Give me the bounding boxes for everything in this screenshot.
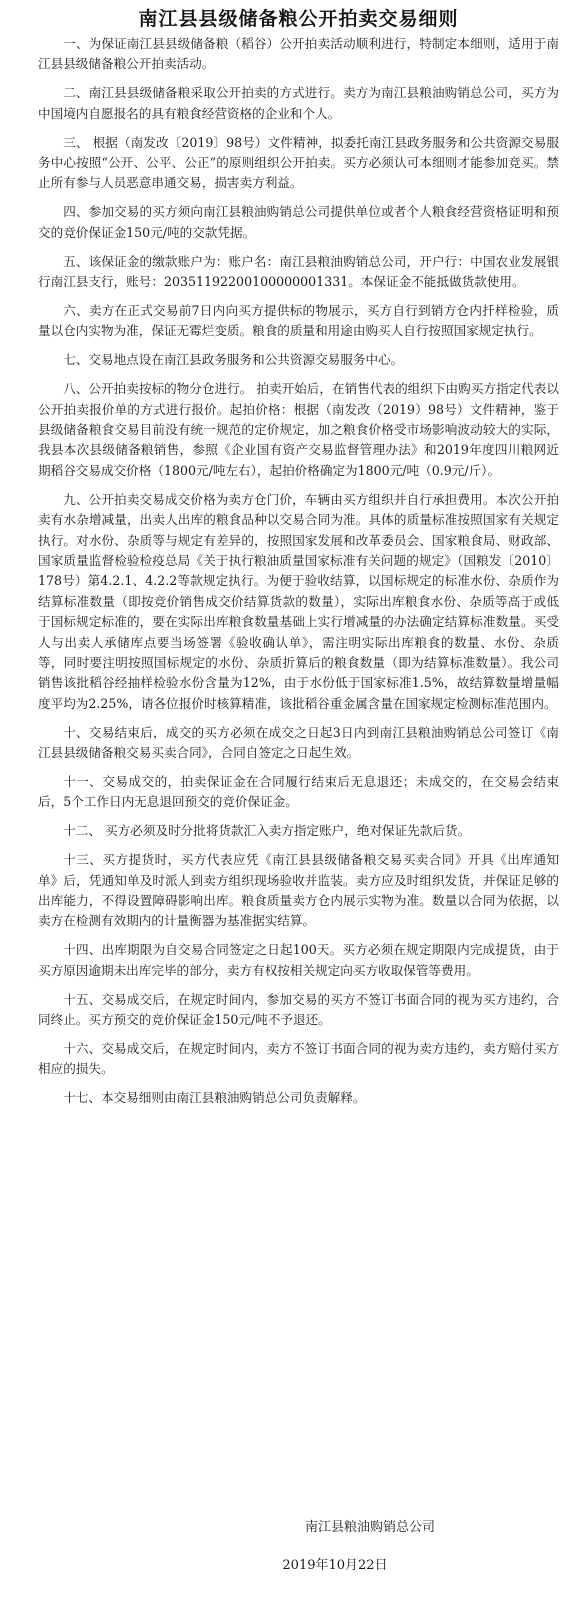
clause-8: 八、公开拍卖按标的物分仓进行。 拍卖开始后，在销售代表的组织下由购买方指定代表以公开拍卖报价单的方式进行报价。起拍价格：根据（南发改（2019）98号）文件精神，鉴于县级储备粮食交易目前没有统一规范的定价规定，加之粮食价格受市场影响波动较大的实际，我县本次县级储备粮销售，参照《企业国有资产交易监督管理办法》和2019年度四川粮网近期稻谷交易成交价格（1800元/吨左右），起拍价格确定为1800元/吨（0.9元/斤）。 bbox=[38, 381, 559, 478]
clause-7: 七、交易地点设在南江县政务服务和公共资源交易服务中心。 bbox=[63, 352, 404, 368]
clause-6: 六、卖方在正式交易前7日内向买方提供标的物展示，买方自行到销方仓内扦样检验，质量以仓内实物为准，保证无霉烂变质。粮食的质量和用途由购买人自行按照国家规定执行。 bbox=[38, 302, 559, 339]
clause-17: 十七、本交易细则由南江县粮油购销总公司负责解释。 bbox=[63, 1090, 366, 1106]
clause-13: 十三、买方提货时，买方代表应凭《南江县县级储备粮交易买卖合同》开具《出库通知单》后，凭通知单及时派人到卖方组织现场验收并监装。卖方应及时组织发货，并保证足够的出库能力，不得设置障碍影响出库。粮食质量卖方仓内展示实物为准。数量以合同为依据，以卖方在检测有效期内的计量衡器为基准据实结算。 bbox=[38, 852, 559, 929]
clause-12: 十二、 买方必须及时分批将货款汇入卖方指定账户，绝对保证先款后货。 bbox=[63, 823, 471, 839]
document-body bbox=[38, 34, 559, 1109]
clause-10: 十、交易结束后，成交的买方必须在成交之日起3日内到南江县粮油购销总公司签订《南江县县级储备粮交易买卖合同》，合同自签定之日起生效。 bbox=[38, 724, 559, 761]
document-title: 南江县县级储备粮公开拍卖交易细则 bbox=[138, 8, 459, 30]
clause-2: 二、南江县县级储备粮采取公开拍卖的方式进行。卖方为南江县粮油购销总公司，买方为中国境内自愿报名的具有粮食经营资格的企业和个人。 bbox=[38, 85, 559, 121]
clause-3: 三、 根据（南发改〔2019〕98号）文件精神，拟委托南江县政务服务和公共资源交易服务中心按照“公开、公平、公正”的原则组织公开拍卖。买方必须认可本细则才能参加竞买。禁止所有参与人员恶意串通交易，损害卖方利益。 bbox=[38, 134, 559, 191]
clause-1: 一、为保证南江县县级储备粮（稻谷）公开拍卖活动顺利进行，特制定本细则，适用于南江县县级储备粮公开拍卖活动。 bbox=[38, 36, 559, 72]
clause-4: 四、参加交易的买方须向南江县粮油购销总公司提供单位或者个人粮食经营资格证明和预交的竞价保证金150元/吨的交款凭据。 bbox=[38, 204, 559, 240]
clause-14: 十四、出库期限为自交易合同签定之日起100天。买方必须在规定期限内完成提货，由于买方原因逾期未出库完毕的部分，卖方有权按相关规定向买方收取保管等费用。 bbox=[38, 942, 559, 978]
clause-15: 十五、交易成交后，在规定时间内，参加交易的买方不签订书面合同的视为买方违约，合同终止。买方预交的竞价保证金150元/吨不予退还。 bbox=[38, 991, 559, 1028]
clause-11: 十一、交易成交的，拍卖保证金在合同履行结束后无息退还；未成交的，在交易会结束后，5个工作日内无息退回预交的竞价保证金。 bbox=[38, 774, 559, 810]
signature-date: 2019年10月22日 bbox=[282, 1558, 388, 1573]
clause-9: 九、公开拍卖交易成交价格为卖方仓门价，车辆由买方组织并自行承担费用。本次公开拍卖有水杂增减量，出卖人出库的粮食品种以交易合同为准。具体的质量标准按照国家有关规定执行。对水份、杂质等与规定有差异的，按照国家发展和改革委员会、国家粮食局、财政部、国家质量监督检验检疫总局《关于执行粮油质量国家标准有关问题的规定》（国粮发〔2010〕178号）第4.2.1、4.2.2等款规定执行。为便于验收结算，以国标规定的标准水份、杂质作为结算标准数量（即按竞价销售成交价结算货款的数量），实际出库粮食水份、杂质等高于或低于国标规定标准的，要在实际出库粮食数量基础上实行增减量的办法确定结算标准数量。买受人与出卖人承储库点要当场签署《验收确认单》，需注明实际出库粮食的数量、水份、杂质等，同时要注明按照国标规定的水份、杂质折算后的粮食数量（即为结算标准数量）。我公司销售该批稻谷经抽样检验水份含量为12%，由于水份低于国家标准1.5%，故结算数量增量幅度平均为2.25%，请各位报价时核算精准，该批稻谷重金属含量在国家规定检测标准范围内。 bbox=[38, 491, 559, 711]
signature-organization: 南江县粮油购销总公司 bbox=[304, 1520, 435, 1535]
clause-16: 十六、交易成交后，在规定时间内，卖方不签订书面合同的视为卖方违约，卖方赔付买方相应的损失。 bbox=[38, 1040, 559, 1077]
clause-5: 五、该保证金的缴款账户为：账户名：南江县粮油购销总公司，开户行：中国农业发展银行南江县支行，账号：20351192200100000001331。本保证金不能抵做货款使用。 bbox=[38, 253, 559, 290]
